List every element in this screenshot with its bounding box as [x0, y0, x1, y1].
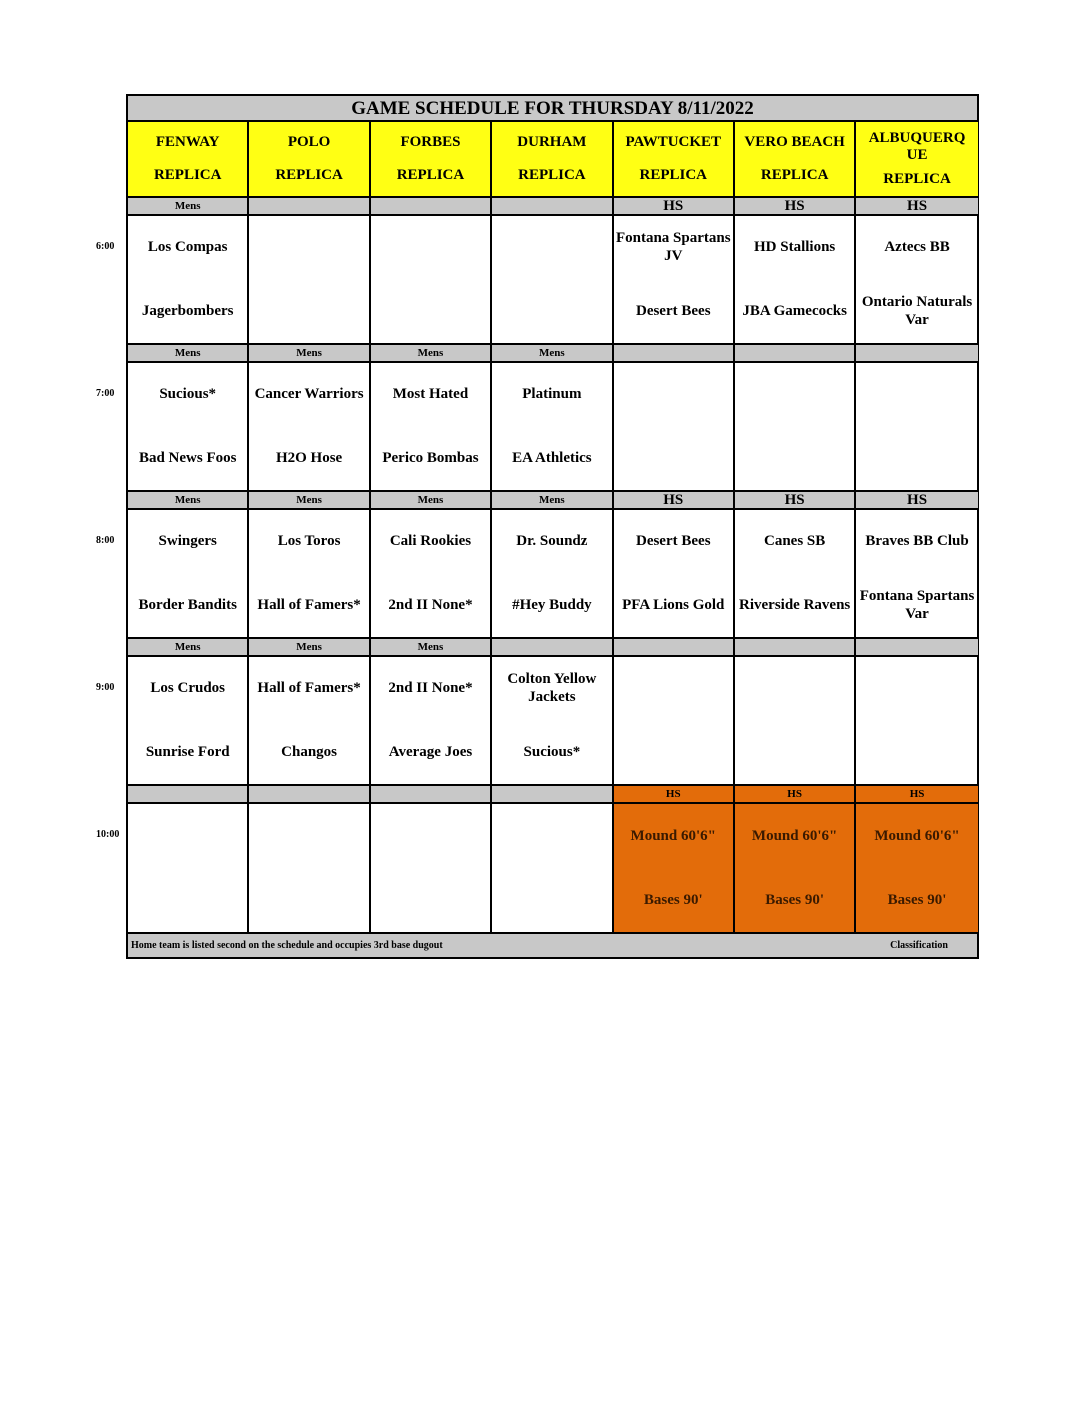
- division-label: HS: [735, 786, 854, 804]
- first-listed-team: [249, 216, 368, 280]
- division-label: HS: [614, 786, 733, 804]
- field-header: [128, 122, 247, 198]
- field-header: [614, 122, 733, 198]
- first-listed-team: Sucious*: [159, 386, 217, 403]
- field-name: POLO: [287, 133, 331, 150]
- first-listed-team: [614, 657, 733, 721]
- division-label: Mens: [371, 639, 490, 657]
- division-label: [492, 198, 611, 216]
- field-column: [735, 122, 856, 932]
- game-slot: [249, 216, 368, 345]
- second-listed-team: H2O Hose: [275, 449, 343, 466]
- division-label: [371, 786, 490, 804]
- second-listed-team: Hall of Famers*: [257, 596, 361, 613]
- field-name: FENWAY: [155, 133, 220, 150]
- second-listed-team: [492, 279, 611, 343]
- second-listed-team: [856, 426, 977, 490]
- first-listed-team: Mound 60'6": [874, 827, 960, 844]
- division-label: HS: [614, 198, 733, 216]
- first-listed-team: Mound 60'6": [630, 827, 716, 844]
- first-listed-team: [492, 216, 611, 280]
- division-label: [735, 345, 854, 363]
- division-label: [492, 786, 611, 804]
- game-slot: [128, 804, 247, 932]
- division-label: [614, 639, 733, 657]
- second-listed-team: Bases 90': [643, 891, 703, 908]
- second-listed-team: Bases 90': [765, 891, 825, 908]
- first-listed-team: Desert Bees: [635, 533, 711, 550]
- first-listed-team: Cali Rookies: [389, 533, 472, 550]
- division-label: HS: [614, 492, 733, 510]
- time-label: 6:00: [96, 241, 115, 252]
- second-listed-team: [371, 868, 490, 932]
- division-label: [249, 786, 368, 804]
- game-slot: [856, 804, 977, 932]
- first-listed-team: [128, 804, 247, 868]
- second-listed-team: Average Joes: [388, 743, 473, 760]
- game-slot: [128, 363, 247, 492]
- first-listed-team: Los Compas: [147, 239, 228, 256]
- second-listed-team: Sunrise Ford: [145, 743, 230, 760]
- field-columns: [128, 122, 977, 932]
- first-listed-team: [249, 804, 368, 868]
- game-slot: [614, 216, 733, 345]
- second-listed-team: Fontana Spartans Var: [859, 587, 975, 622]
- second-listed-team: Sucious*: [523, 743, 581, 760]
- first-listed-team: Mound 60'6": [751, 827, 838, 844]
- home-team-note: Home team is listed second on the schedule and occupies 3rd base dugout: [131, 940, 443, 951]
- second-listed-team: Jagerbombers: [141, 302, 234, 319]
- second-listed-team: [735, 426, 854, 490]
- division-label: [614, 345, 733, 363]
- second-listed-team: EA Athletics: [512, 449, 592, 466]
- game-slot: [856, 216, 977, 345]
- game-slot: [735, 804, 854, 932]
- field-subtitle: REPLICA: [275, 166, 343, 183]
- division-label: Mens: [492, 345, 611, 363]
- field-name: VERO BEACH: [744, 133, 845, 150]
- second-listed-team: Desert Bees: [635, 302, 711, 319]
- game-slot: [614, 804, 733, 932]
- schedule-footer: [128, 932, 977, 957]
- division-label: HS: [735, 492, 854, 510]
- division-label: [856, 345, 977, 363]
- first-listed-team: [371, 804, 490, 868]
- first-listed-team: [856, 363, 977, 427]
- second-listed-team: Bad News Foos: [138, 449, 237, 466]
- second-listed-team: #Hey Buddy: [512, 596, 592, 613]
- game-slot: [371, 510, 490, 639]
- field-subtitle: REPLICA: [396, 166, 465, 183]
- game-slot: [128, 657, 247, 786]
- first-listed-team: Braves BB Club: [865, 533, 969, 550]
- division-label: Mens: [371, 492, 490, 510]
- schedule-title: GAME SCHEDULE FOR THURSDAY 8/11/2022: [128, 96, 977, 122]
- first-listed-team: Swingers: [158, 533, 217, 550]
- second-listed-team: 2nd II None*: [388, 596, 473, 613]
- field-header: [249, 122, 368, 198]
- first-listed-team: Platinum: [522, 386, 582, 403]
- division-label: HS: [856, 786, 977, 804]
- first-listed-team: HD Stallions: [754, 239, 836, 256]
- division-label: [371, 198, 490, 216]
- division-label: Mens: [128, 345, 247, 363]
- time-label: 8:00: [96, 535, 115, 546]
- field-name: DURHAM: [517, 133, 587, 150]
- classification-label: Classification: [890, 940, 948, 951]
- division-label: Mens: [128, 492, 247, 510]
- game-slot: [249, 510, 368, 639]
- field-name: FORBES: [400, 133, 461, 150]
- division-label: Mens: [249, 492, 368, 510]
- division-label: [492, 639, 611, 657]
- division-label: HS: [856, 198, 977, 216]
- second-listed-team: [735, 720, 854, 784]
- game-slot: [371, 804, 490, 932]
- time-label: 7:00: [96, 388, 115, 399]
- first-listed-team: Cancer Warriors: [254, 386, 364, 403]
- game-slot: [614, 657, 733, 786]
- game-slot: [856, 363, 977, 492]
- game-slot: [371, 363, 490, 492]
- division-label: Mens: [249, 639, 368, 657]
- first-listed-team: Los Crudos: [150, 680, 225, 697]
- first-listed-team: [735, 657, 854, 721]
- second-listed-team: Changos: [281, 743, 338, 760]
- first-listed-team: [856, 657, 977, 721]
- first-listed-team: [371, 216, 490, 280]
- field-column: [614, 122, 735, 932]
- field-name: PAWTUCKET: [625, 133, 722, 150]
- first-listed-team: 2nd II None*: [388, 680, 473, 697]
- field-subtitle: REPLICA: [153, 166, 222, 183]
- second-listed-team: [249, 279, 368, 343]
- game-slot: [492, 804, 611, 932]
- game-slot: [128, 216, 247, 345]
- first-listed-team: Canes SB: [764, 533, 826, 550]
- first-listed-team: Fontana Spartans JV: [615, 230, 731, 265]
- field-header: [492, 122, 611, 198]
- field-column: [492, 122, 613, 932]
- game-slot: [492, 216, 611, 345]
- second-listed-team: [128, 868, 247, 932]
- division-label: Mens: [128, 198, 247, 216]
- first-listed-team: Dr. Soundz: [516, 533, 588, 550]
- game-slot: [856, 510, 977, 639]
- game-slot: [735, 510, 854, 639]
- game-slot: [735, 216, 854, 345]
- second-listed-team: Border Bandits: [138, 596, 237, 613]
- first-listed-team: Hall of Famers*: [257, 680, 361, 697]
- division-label: Mens: [492, 492, 611, 510]
- game-slot: [371, 216, 490, 345]
- field-name: ALBUQUERQUE: [868, 129, 966, 163]
- game-slot: [492, 510, 611, 639]
- game-slot: [249, 363, 368, 492]
- division-label: Mens: [371, 345, 490, 363]
- second-listed-team: [492, 868, 611, 932]
- second-listed-team: Bases 90': [887, 891, 947, 908]
- second-listed-team: PFA Lions Gold: [622, 596, 725, 613]
- game-slot: [492, 363, 611, 492]
- second-listed-team: [371, 279, 490, 343]
- first-listed-team: [735, 363, 854, 427]
- division-label: [856, 639, 977, 657]
- schedule-sheet: [126, 94, 979, 959]
- field-subtitle: REPLICA: [639, 166, 708, 183]
- field-header: [735, 122, 854, 198]
- first-listed-team: Aztecs BB: [884, 239, 950, 256]
- first-listed-team: Los Toros: [277, 533, 341, 550]
- time-label: 10:00: [96, 829, 120, 840]
- second-listed-team: [614, 426, 733, 490]
- second-listed-team: [856, 720, 977, 784]
- first-listed-team: Most Hated: [392, 386, 469, 403]
- game-slot: [492, 657, 611, 786]
- game-slot: [856, 657, 977, 786]
- division-label: Mens: [128, 639, 247, 657]
- game-slot: [249, 804, 368, 932]
- second-listed-team: [249, 868, 368, 932]
- game-slot: [128, 510, 247, 639]
- first-listed-team: [492, 804, 611, 868]
- game-slot: [735, 363, 854, 492]
- second-listed-team: Riverside Ravens: [739, 596, 851, 613]
- field-header: [371, 122, 490, 198]
- field-subtitle: REPLICA: [883, 171, 951, 188]
- first-listed-team: Colton Yellow Jackets: [507, 671, 597, 706]
- division-label: [128, 786, 247, 804]
- field-subtitle: REPLICA: [518, 166, 586, 183]
- division-label: [249, 198, 368, 216]
- division-label: HS: [856, 492, 977, 510]
- game-slot: [614, 363, 733, 492]
- field-column: [371, 122, 492, 932]
- division-label: HS: [735, 198, 854, 216]
- game-slot: [371, 657, 490, 786]
- division-label: [735, 639, 854, 657]
- first-listed-team: [614, 363, 733, 427]
- second-listed-team: [614, 720, 733, 784]
- game-slot: [735, 657, 854, 786]
- time-label: 9:00: [96, 682, 115, 693]
- field-column: [249, 122, 370, 932]
- field-header: [856, 122, 977, 198]
- game-slot: [249, 657, 368, 786]
- field-subtitle: REPLICA: [760, 166, 829, 183]
- second-listed-team: JBA Gamecocks: [742, 302, 847, 319]
- field-column: [128, 122, 249, 932]
- field-column: [856, 122, 977, 932]
- second-listed-team: Ontario Naturals Var: [861, 293, 973, 328]
- game-slot: [614, 510, 733, 639]
- division-label: Mens: [249, 345, 368, 363]
- second-listed-team: Perico Bombas: [382, 449, 479, 466]
